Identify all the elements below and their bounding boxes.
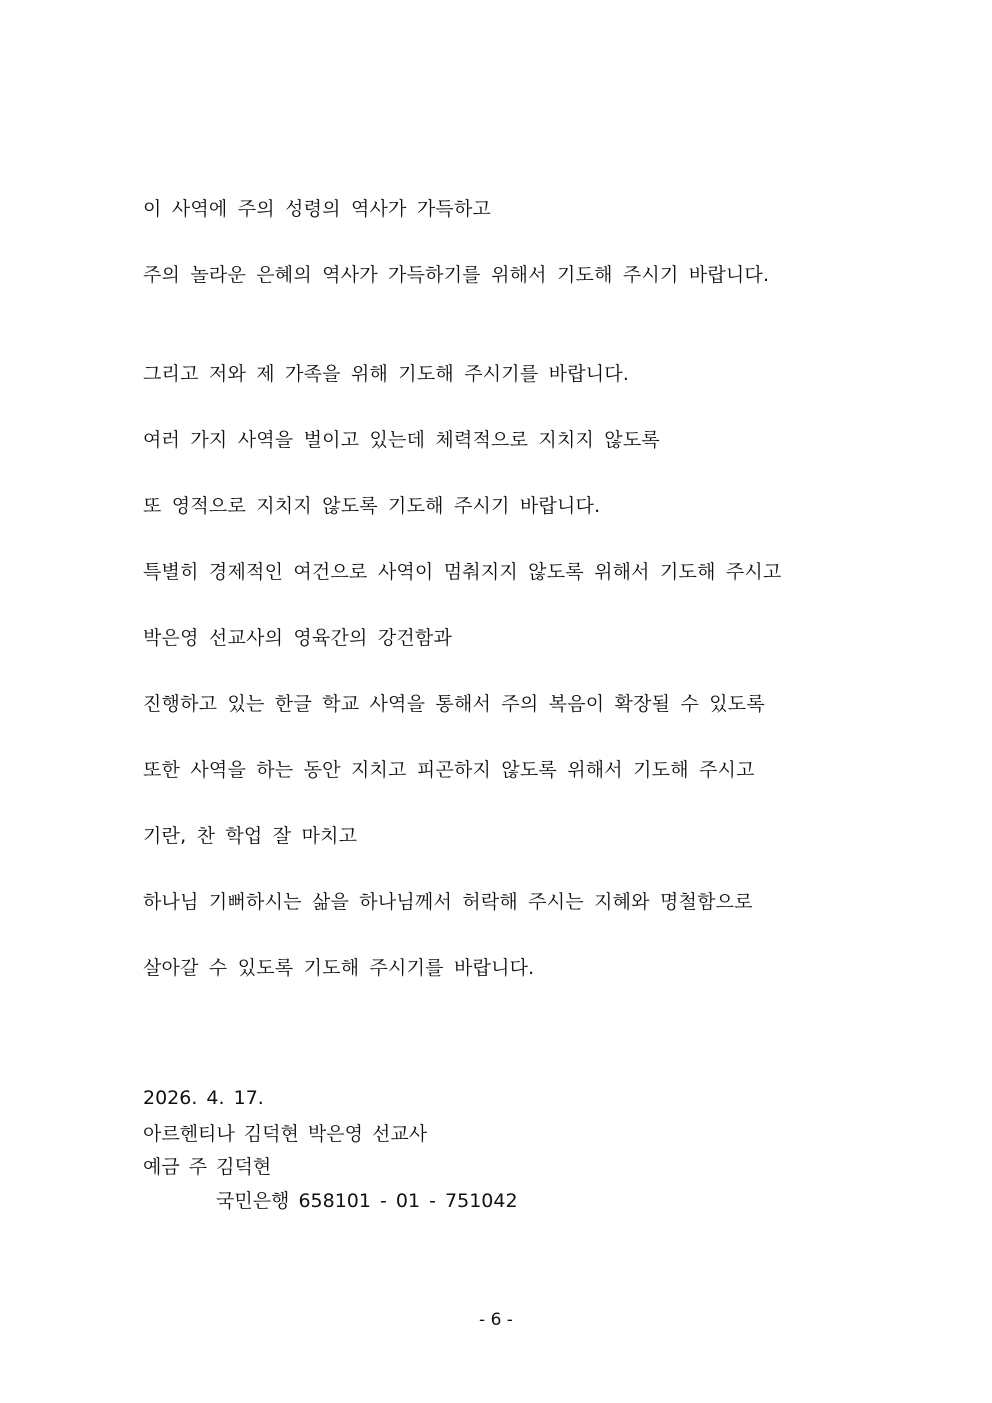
page-number: - 6 - [479,1310,513,1330]
bank-account: 국민은행 658101 - 01 - 751042 [216,1190,518,1212]
body-line: 주의 놀라운 은혜의 역사가 가득하기를 위해서 기도해 주시기 바랍니다. [143,264,770,286]
body-line: 하나님 기뻐하시는 삶을 하나님께서 허락해 주시는 지혜와 명철함으로 [143,891,753,913]
signature-sender: 아르헨티나 김덕현 박은영 선교사 [143,1123,428,1145]
account-holder: 예금 주 김덕현 [143,1156,272,1178]
body-line: 특별히 경제적인 여건으로 사역이 멈춰지지 않도록 위해서 기도해 주시고 [143,561,782,583]
body-line: 기란, 찬 학업 잘 마치고 [143,825,358,847]
body-line: 또한 사역을 하는 동안 지치고 피곤하지 않도록 위해서 기도해 주시고 [143,759,755,781]
body-line: 박은영 선교사의 영육간의 강건함과 [143,627,453,649]
body-line: 진행하고 있는 한글 학교 사역을 통해서 주의 복음이 확장될 수 있도록 [143,693,765,715]
body-line: 이 사역에 주의 성령의 역사가 가득하고 [143,198,492,220]
body-line: 또 영적으로 지치지 않도록 기도해 주시기 바랍니다. [143,495,601,517]
signature-date: 2026. 4. 17. [143,1087,264,1109]
body-line: 여러 가지 사역을 벌이고 있는데 체력적으로 지치지 않도록 [143,429,660,451]
body-line: 그리고 저와 제 가족을 위해 기도해 주시기를 바랍니다. [143,363,630,385]
body-line: 살아갈 수 있도록 기도해 주시기를 바랍니다. [143,957,535,979]
